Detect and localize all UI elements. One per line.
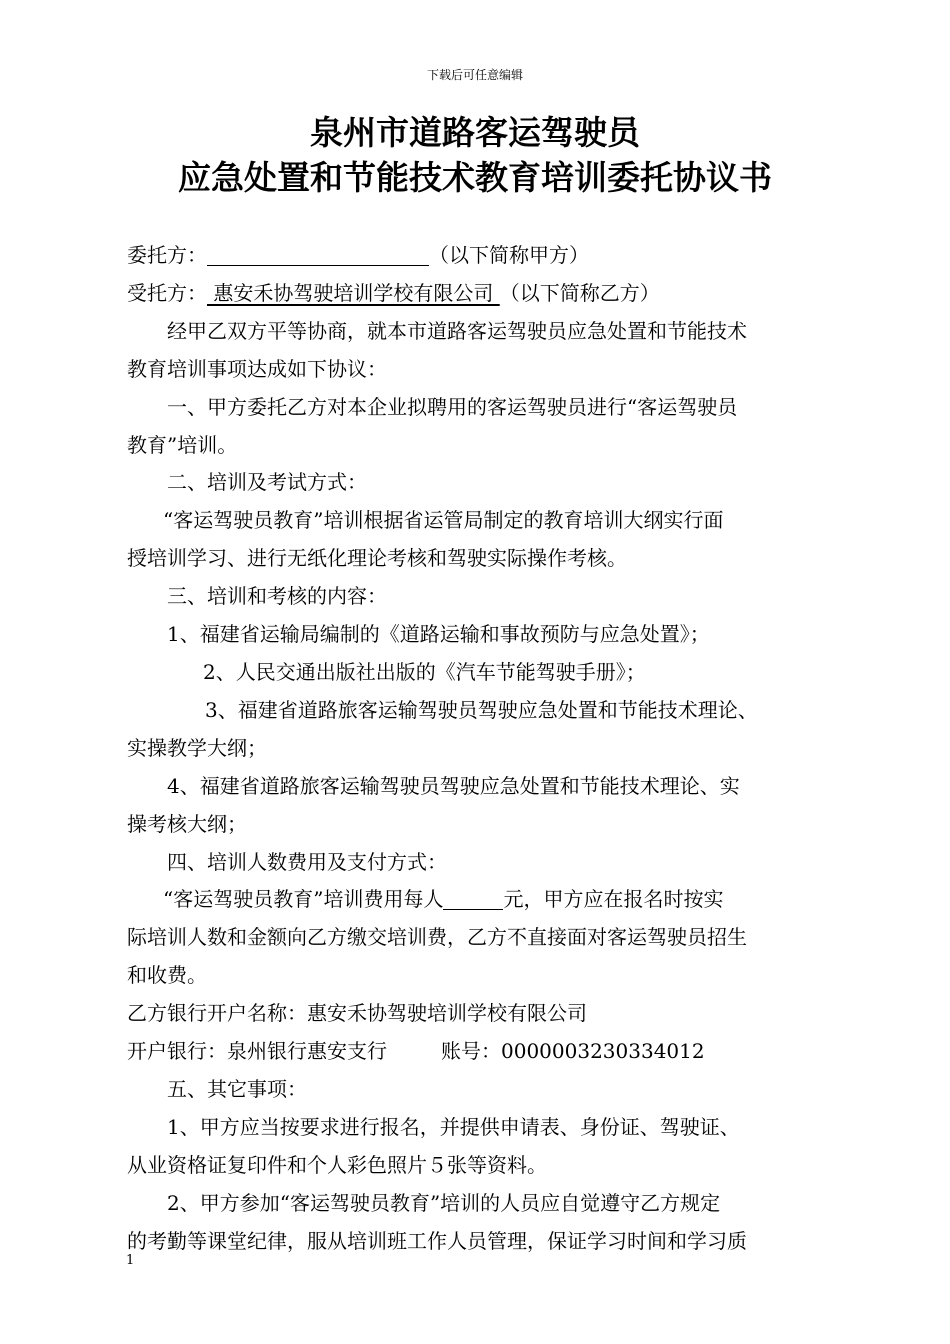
- document-title-line-1: 泉州市道路客运驾驶员: [310, 113, 640, 152]
- section-4-line-2: 际培训人数和金额向乙方缴交培训费，乙方不直接面对客运驾驶员招生: [127, 925, 747, 950]
- agent-suffix: （以下简称乙方）: [499, 280, 660, 305]
- section-3-item-4-line-1: 4、福建省道路旅客运输驾驶员驾驶应急处置和节能技术理论、实: [167, 773, 740, 798]
- page-number: 1: [126, 1253, 135, 1268]
- agent-line: [127, 275, 827, 313]
- section-3-item-2: 2、人民交通出版社出版的《汽车节能驾驶手册》；: [203, 659, 646, 684]
- client-suffix: （以下简称甲方）: [429, 243, 589, 267]
- account-number: 账号：0000003230334012: [441, 1039, 705, 1064]
- section-1-line-2: 教育”培训。: [127, 432, 238, 457]
- intro-line-2: 教育培训事项达成如下协议：: [127, 356, 387, 381]
- fee-prefix: “客运驾驶员教育”培训费用每人: [163, 887, 444, 912]
- agreement-body: [127, 237, 827, 1260]
- section-4-heading: 四、培训人数费用及支付方式：: [167, 849, 447, 874]
- section-2-heading: 二、培训及考试方式：: [167, 470, 367, 495]
- document-title-line-2: 应急处置和节能技术教育培训委托协议书: [178, 158, 772, 197]
- client-label: 委托方：: [127, 243, 207, 267]
- header-note: 下载后可任意编辑: [426, 68, 523, 82]
- section-2-line-2: 授培训学习、进行无纸化理论考核和驾驶实际操作考核。: [127, 546, 627, 571]
- intro-line-1: 经甲乙双方平等协商，就本市道路客运驾驶员应急处置和节能技术: [167, 318, 747, 343]
- section-4-line-1: [127, 881, 827, 919]
- bank-line: [127, 1033, 827, 1071]
- section-4-line-3: 和收费。: [127, 963, 207, 988]
- section-3-item-3-line-1: 3、福建省道路旅客运输驾驶员驾驶应急处置和节能技术理论、: [205, 697, 758, 722]
- fee-suffix: 元，甲方应在报名时按实: [503, 887, 724, 912]
- section-3-item-1: 1、福建省运输局编制的《道路运输和事故预防与应急处置》；: [167, 622, 710, 647]
- fee-amount-blank: [443, 909, 503, 910]
- bank-label: 开户银行：泉州银行惠安支行: [127, 1039, 387, 1064]
- bank-account-name: 乙方银行开户名称：惠安禾协驾驶培训学校有限公司: [127, 1001, 587, 1026]
- section-5-heading: 五、其它事项：: [167, 1076, 307, 1101]
- section-3-item-3-line-2: 实操教学大纲；: [127, 735, 267, 760]
- client-line: [127, 237, 827, 275]
- section-3-heading: 三、培训和考核的内容：: [167, 584, 387, 609]
- section-5-item-1-line-2: 从业资格证复印件和个人彩色照片５张等资料。: [127, 1152, 547, 1177]
- section-5-item-1-line-1: 1、甲方应当按要求进行报名，并提供申请表、身份证、驾驶证、: [167, 1114, 740, 1139]
- section-3-item-4-line-2: 操考核大纲；: [127, 811, 247, 836]
- agent-label: 受托方：: [127, 280, 207, 305]
- section-5-item-2-line-2: 的考勤等课堂纪律，服从培训班工作人员管理，保证学习时间和学习质: [127, 1228, 747, 1253]
- section-1-line-1: 一、甲方委托乙方对本企业拟聘用的客运驾驶员进行“客运驾驶员: [167, 394, 738, 419]
- section-2-line-1: “客运驾驶员教育”培训根据省运管局制定的教育培训大纲实行面: [163, 508, 724, 533]
- client-name-blank: [207, 265, 429, 266]
- section-5-item-2-line-1: 2、甲方参加“客运驾驶员教育”培训的人员应自觉遵守乙方规定: [167, 1190, 721, 1215]
- agent-name: 惠安禾协驾驶培训学校有限公司: [207, 280, 500, 305]
